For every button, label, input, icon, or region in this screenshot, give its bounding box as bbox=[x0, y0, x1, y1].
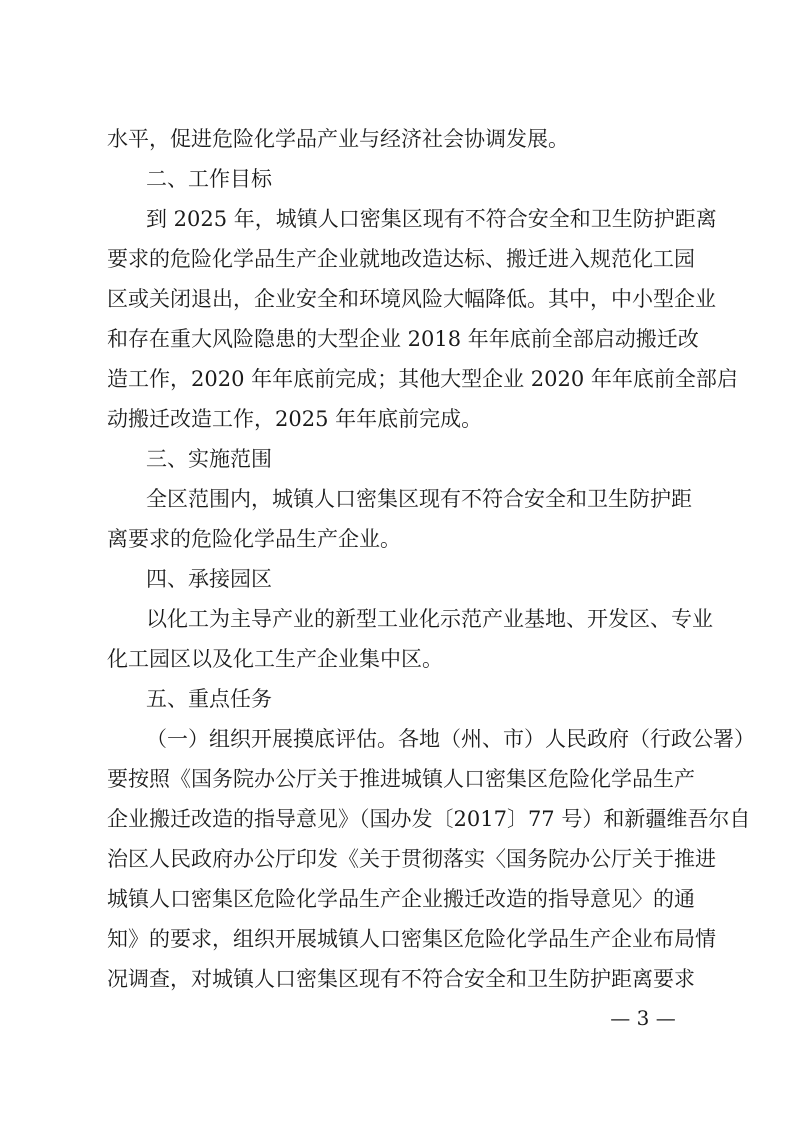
paragraph-line: 治区人民政府办公厅印发《关于贯彻落实〈国务院办公厅关于推进 bbox=[107, 847, 716, 871]
paragraph-line: 动搬迁改造工作，2025 年年底前完成。 bbox=[107, 407, 483, 431]
paragraph-line: 区或关闭退出，企业安全和环境风险大幅降低。其中，中小型企业 bbox=[107, 287, 716, 311]
section-heading-parks: 四、承接园区 bbox=[146, 567, 272, 591]
paragraph-line: 城镇人口密集区危险化学品生产企业搬迁改造的指导意见〉的通 bbox=[107, 887, 695, 911]
paragraph-line: 化工园区以及化工生产企业集中区。 bbox=[107, 647, 443, 671]
paragraph-line: 离要求的危险化学品生产企业。 bbox=[107, 527, 401, 551]
paragraph-line: 和存在重大风险隐患的大型企业 2018 年年底前全部启动搬迁改 bbox=[107, 327, 699, 351]
paragraph-line: 要按照《国务院办公厅关于推进城镇人口密集区危险化学品生产 bbox=[107, 767, 695, 791]
paragraph-line: 造工作，2020 年年底前完成；其他大型企业 2020 年年底前全部启 bbox=[107, 367, 738, 391]
section-heading-work-goals: 二、工作目标 bbox=[146, 167, 272, 191]
page-number: — 3 — bbox=[610, 1006, 676, 1030]
section-heading-key-tasks: 五、重点任务 bbox=[146, 687, 272, 711]
paragraph-line: （一）组织开展摸底评估。各地（州、市）人民政府（行政公署） bbox=[146, 727, 755, 751]
paragraph-line: 水平，促进危险化学品产业与经济社会协调发展。 bbox=[107, 127, 569, 151]
paragraph-line: 况调查，对城镇人口密集区现有不符合安全和卫生防护距离要求 bbox=[107, 967, 695, 991]
paragraph-line: 全区范围内，城镇人口密集区现有不符合安全和卫生防护距 bbox=[146, 487, 692, 511]
paragraph-line: 到 2025 年，城镇人口密集区现有不符合安全和卫生防护距离 bbox=[146, 207, 717, 231]
paragraph-line: 要求的危险化学品生产企业就地改造达标、搬迁进入规范化工园 bbox=[107, 247, 695, 271]
paragraph-line: 以化工为主导产业的新型工业化示范产业基地、开发区、专业 bbox=[146, 607, 713, 631]
paragraph-line: 企业搬迁改造的指导意见》（国办发〔2017〕77 号）和新疆维吾尔自 bbox=[107, 807, 751, 831]
section-heading-scope: 三、实施范围 bbox=[146, 447, 272, 471]
paragraph-line: 知》的要求，组织开展城镇人口密集区危险化学品生产企业布局情 bbox=[107, 927, 716, 951]
